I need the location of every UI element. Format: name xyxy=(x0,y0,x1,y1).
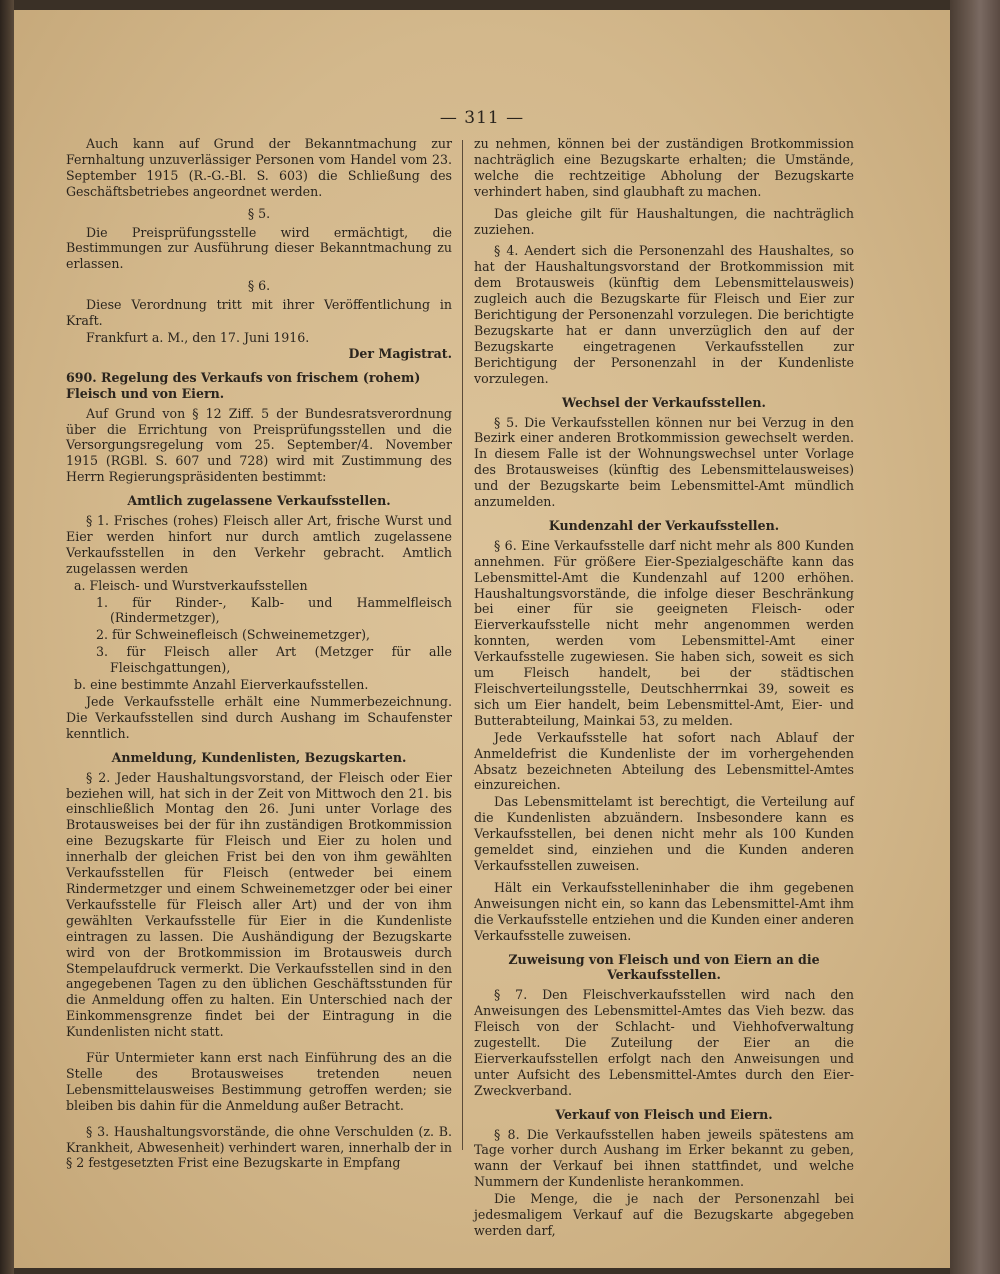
dateline: Frankfurt a. M., den 17. Juni 1916. xyxy=(86,329,310,345)
section-heading: Anmeldung, Kundenlisten, Bezugskarten. xyxy=(111,749,407,765)
book-left-edge xyxy=(0,0,14,1274)
paragraph: Hält ein Verkaufsstelleninhaber die ihm gegebenen Anweisungen nicht ein, so kann das Lebensmittel-Amt ihm die Verkaufsstelle entziehen und die Kunden einer anderen Verkaufsstelle zuweisen. xyxy=(474,879,854,943)
section-heading: Verkauf von Fleisch und Eiern. xyxy=(555,1106,773,1122)
list-item: a. Fleisch- und Wurstverkaufsstellen xyxy=(74,577,308,593)
paragraph: Auf Grund von § 12 Ziff. 5 der Bundesratsverordnung über die Errichtung von Preisprüfungsstellen und die Versorgungsregelung vom 25. September/4. November 1915 (RGBl. S. 607 und 728) wird mit Zustimmung des Herrn Regierungspräsidenten bestimmt: xyxy=(66,405,452,485)
paragraph: § 7. Den Fleischverkaufsstellen wird nach den Anweisungen des Lebensmittel-Amtes das Vieh bezw. das Fleisch von der Schlacht- und Viehhofverwaltung zugestellt. Die Zuteilung der Eier an die Eierverkaufsstellen erfolgt nach den Anweisungen und unter Aufsicht des Lebensmittel-Amtes durch den Eier-Zweckverband. xyxy=(474,987,854,1098)
paragraph: § 1. Frisches (rohes) Fleisch aller Art, frische Wurst und Eier werden hinfort nur durch amtlich zugelassene Verkaufsstellen in den Verkehr gebracht. Amtlich zugelassen werden xyxy=(66,513,452,576)
paragraph: § 8. Die Verkaufsstellen haben jeweils spätestens am Tage vorher durch Aushang im Erker bekannt zu geben, wann der Verkauf bei ihnen stattfindet, und welche Nummern der Kundenliste herankommen. xyxy=(474,1126,854,1190)
paragraph: § 4. Aendert sich die Personenzahl des Haushaltes, so hat der Haushaltungsvorstand der Brotkommission mit dem Brotausweis (künftig dem Lebensmittelausweis) zugleich auch die Bezugskarte für Fleisch und Eier zur Berichtigung der Personenzahl vorzulegen. Die berichtigte Bezugskarte hat er dann unverzüglich den auf der Bezugskarte eingetragenen Verkaufsstellen zur Berichtigung der Personenzahl in der Kundenliste vorzulegen. xyxy=(474,243,854,386)
signature: Der Magistrat. xyxy=(348,345,452,361)
ordinance-title: 690. Regelung des Verkaufs von frischem (rohem) Fleisch und von Eiern. xyxy=(66,369,421,401)
document-page xyxy=(14,10,950,1268)
paragraph: Jede Verkaufsstelle erhält eine Nummerbezeichnung. Die Verkaufsstellen sind durch Aushang im Schaufenster kenntlich. xyxy=(66,694,452,741)
right-column xyxy=(474,136,854,1245)
paragraph: § 5. Die Verkaufsstellen können nur bei Verzug in den Bezirk einer anderen Brotkommission gewechselt werden. In diesem Falle ist der Wohnungswechsel unter Vorlage des Brotausweises (künftig des Lebensmittelausweises) und der Bezugskarte beim Lebensmittel-Amt mündlich anzumelden. xyxy=(474,414,854,510)
column-divider xyxy=(462,140,463,1150)
left-column xyxy=(66,136,452,1177)
paragraph: Jede Verkaufsstelle hat sofort nach Ablauf der Anmeldefrist die Kundenliste der im vorhergehenden Absatz bezeichneten Abteilung des Lebensmittel-Amtes einzureichen. xyxy=(474,729,854,793)
list-item: 1. für Rinder-, Kalb- und Hammelfleisch (Rindermetzger), xyxy=(96,594,452,626)
section-number: § 5. xyxy=(247,205,271,221)
paragraph: Die Preisprüfungsstelle wird ermächtigt, die Bestimmungen zur Ausführung dieser Bekanntmachung zu erlassen. xyxy=(66,224,452,272)
section-number: § 6. xyxy=(247,278,271,294)
paragraph: Das gleiche gilt für Haushaltungen, die nachträglich zuziehen. xyxy=(474,205,854,237)
paragraph: § 6. Eine Verkaufsstelle darf nicht mehr als 800 Kunden annehmen. Für größere Eier-Spezialgeschäfte kann das Lebensmittel-Amt die Kundenzahl auf 1200 erhöhen. Haushaltungsvorstände, die infolge dieser Beschränkung bei einer für sie geeigneten Fleisch- oder Eierverkaufsstelle nicht mehr angenommen werden konnten, werden vom Lebensmittel-Amt einer Verkaufsstelle zugewiesen. Sie haben sich, soweit es sich um Fleisch handelt, bei der städtischen Fleischverteilungsstelle, Deutschherrnkai 39, soweit es sich um Eier handelt, beim Lebensmittel-Amt, Eier- und Butterabteilung, Mainkai 53, zu melden. xyxy=(474,537,854,728)
list-item: b. eine bestimmte Anzahl Eierverkaufsstellen. xyxy=(74,677,369,693)
paragraph: Das Lebensmittelamt ist berechtigt, die Verteilung auf die Kundenlisten abzuändern. Insbesondere kann es Verkaufsstellen, bei denen nicht mehr als 100 Kunden gemeldet sind, einziehen und die Kunden anderen Verkaufsstellen zuweisen. xyxy=(474,794,854,873)
paragraph: zu nehmen, können bei der zuständigen Brotkommission nachträglich eine Bezugskarte erhalten; die Umstände, welche die rechtzeitige Abholung der Bezugskarte verhindert haben, sind glaubhaft zu machen. xyxy=(474,136,854,199)
section-heading: Wechsel der Verkaufsstellen. xyxy=(562,394,766,410)
paragraph: Für Untermieter kann erst nach Einführung des an die Stelle des Brotausweises tretenden neuen Lebensmittelausweises Bestimmung getroffen werden; sie bleiben bis dahin für die Anmeldung außer Betracht. xyxy=(66,1050,452,1113)
page-number: — 311 — xyxy=(439,108,525,128)
book-binding xyxy=(950,0,1000,1274)
list-item: 2. für Schweinefleisch (Schweinemetzger), xyxy=(96,627,371,643)
list-item: 3. für Fleisch aller Art (Metzger für alle Fleischgattungen), xyxy=(96,644,452,676)
paragraph: Auch kann auf Grund der Bekanntmachung zur Fernhaltung unzuverlässiger Personen vom Handel vom 23. September 1915 (R.-G.-Bl. S. 603) die Schließung des Geschäftsbetriebes angeordnet werden. xyxy=(66,136,452,199)
section-heading: Kundenzahl der Verkaufsstellen. xyxy=(548,517,780,533)
paragraph: Diese Verordnung tritt mit ihrer Veröffentlichung in Kraft. xyxy=(66,297,452,329)
paragraph: Die Menge, die je nach der Personenzahl bei jedesmaligem Verkauf auf die Bezugskarte abgegeben werden darf, xyxy=(474,1191,854,1238)
paragraph: § 3. Haushaltungsvorstände, die ohne Verschulden (z. B. Krankheit, Abwesenheit) verhindert waren, innerhalb der in § 2 festgesetzten Frist eine Bezugskarte in Empfang xyxy=(66,1123,452,1171)
section-heading: Zuweisung von Fleisch und von Eiern an die Verkaufsstellen. xyxy=(508,951,820,983)
paragraph: § 2. Jeder Haushaltungsvorstand, der Fleisch oder Eier beziehen will, hat sich in der Zeit von Mittwoch den 21. bis einschließlich Montag den 26. Juni unter Vorlage des Brotausweises bei der für ihn zuständigen Brotkommission eine Bezugskarte für Fleisch und Eier zu holen und innerhalb der gleichen Frist bei den von ihm gewählten Verkaufsstellen für Fleisch (entweder bei einem Rindermetzger und einem Schweinemetzger oder bei einer Verkaufsstelle für Fleisch aller Art) und der von ihm gewählten Verkaufsstelle für Eier in die Kundenliste eintragen zu lassen. Die Aushändigung der Bezugskarte wird von der Brotkommission im Brotausweis durch Stempelaufdruck vermerkt. Die Verkaufsstellen sind in den angegebenen Tagen zu den üblichen Geschäftsstunden für die Anmeldung offen zu halten. Ein Unterschied nach der Einkommensgrenze findet bei der Eintragung in die Kundenlisten nicht statt. xyxy=(66,769,452,1040)
section-heading: Amtlich zugelassene Verkaufsstellen. xyxy=(127,493,391,509)
